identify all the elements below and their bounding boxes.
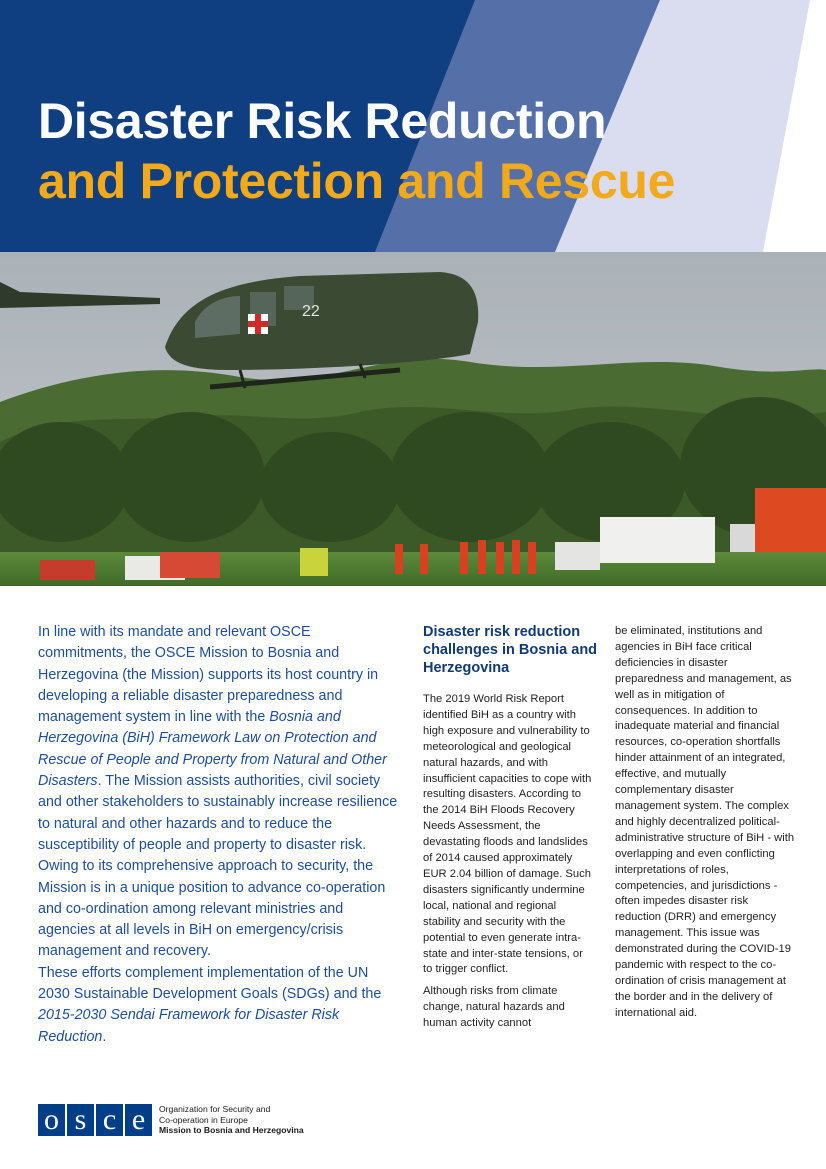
helicopter-rescue-photo [0,252,826,586]
osce-logo [38,1103,304,1137]
logo-letter-e: e [125,1104,152,1136]
osce-logo-mark [38,1104,152,1136]
intro-framework-law: Bosnia and Herzegovina (BiH) Framework Law on Protection and Rescue of People and Property from Natural and Other Disasters [38,709,387,790]
helicopter-number: 22 [302,303,320,320]
intro-text-3: These efforts complement implementation of the UN 2030 Sustainable Development Goals (SDGs) and the [38,964,382,1003]
col2-paragraph-2: Although risks from climate change, natural hazards and human activity cannot [423,985,565,1030]
organization-name [159,1104,304,1136]
intro-text-1: In line with its mandate and relevant OSCE commitments, the OSCE Mission to Bosnia and Herzegovina (the Mission) supports its host country in developing a reliable disaster preparedness and management system in line with the [38,624,379,726]
header-banner [0,0,826,252]
intro-sendai-framework: 2015-2030 Sendai Framework for Disaster Risk Reduction [38,1007,340,1045]
body-column-2 [423,692,593,1038]
logo-letter-o: o [38,1104,65,1136]
title-line-2: and Protection and Rescue [38,153,676,209]
org-line-3: Mission to Bosnia and Herzegovina [159,1125,304,1136]
intro-paragraph [38,622,400,1048]
intro-text-4: . [102,1028,107,1045]
logo-letter-c: c [96,1104,123,1136]
body-column-3 [615,624,795,1022]
logo-letter-s: s [67,1104,94,1136]
title-line-1: Disaster Risk Reduction [38,93,607,149]
org-line-2: Co-operation in Europe [159,1114,248,1125]
col2-paragraph-1: The 2019 World Risk Report identified BiH as a country with high exposure and vulnerability to meteorological and geological natural hazards, and with insufficient capacities to cope with resulting disasters. According to the 2014 BiH Floods Recovery Needs Assessment, the devastating floods and landslides of 2014 caused approximately EUR 2.04 billion of damage. Such disasters significantly undermine local, national and regional stability and security with the potential to even generate intra-state and inter-state tensions, or to trigger conflict. [423,693,592,976]
col3-paragraph-1: be eliminated, institutions and agencies in BiH face critical deficiencies in disaster preparedness and management, as well as in mitigation of consequences. In addition to inadequate material and financial resources, co-operation shortfalls hinder attainment of an integrated, effective, and mutually complementary disaster management system. The complex and highly decentralized political-administrative structure of BiH - with overlapping and even conflicting interpretations of roles, competencies, and jurisdictions - often impedes disaster risk reduction (DRR) and emergency management. This issue was demonstrated during the COVID-19 pandemic with respect to the co-ordination of crisis management at the border and in the delivery of international aid. [615,625,795,1019]
org-line-1: Organization for Security and [159,1104,271,1115]
section-heading: Disaster risk reduction challenges in Bosnia and Herzegovina [423,624,598,676]
intro-text-2: . The Mission assists authorities, civil society and other stakeholders to sustainably increase resilience to natural and other hazards and to reduce the susceptibility of people and property to disaster risk. Owing to its comprehensive approach to security, the Mission is in a unique position to advance co-operation and co-ordination among relevant ministries and agencies at all levels in BiH on emergency/crisis management and recovery. [38,773,398,960]
